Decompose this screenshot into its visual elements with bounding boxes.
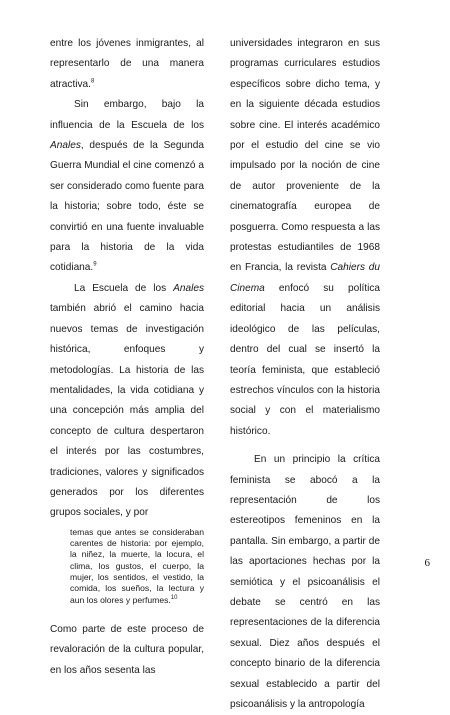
paragraph-text: Como parte de este proceso de revaloración de la cultura popular, en los años sesenta las [50,623,204,676]
page-number: 6 [424,557,430,569]
right-column [230,34,380,715]
paragraph-text: La Escuela de los [74,282,174,294]
paragraph [50,34,204,95]
footnote-ref: 10 [170,594,178,601]
paragraph [50,95,204,279]
italic-term: Anales [50,140,81,152]
paragraph-text: entre los jóvenes inmigrantes, al representarlo de una manera atractiva. [50,38,204,90]
quote-text: temas que antes se consideraban carentes de historia: por ejemplo, la niñez, la muerte, la locura, el clima, los gustos, el cuerpo, la mujer, los sentidos, el vestido, la comida, los sueños, la lectura y aun los olores y perfumes. [70,526,204,605]
footnote-ref: 9 [93,262,97,269]
left-column [50,34,204,681]
footnote-ref: 8 [90,78,95,85]
block-quote [70,527,204,606]
paragraph [230,450,380,715]
paragraph [50,279,204,524]
paragraph [50,620,204,681]
italic-title: Cahiers du Cinema [230,262,380,294]
paragraph-text: , después de la Segunda Guerra Mundial el cine comenzó a ser considerado como fuente para la historia; sobre todo, éste se convirtió en una fuente invaluable para la historia de la vida cotidiana. [50,140,204,274]
paragraph-text: universidades integraron en sus programas curriculares estudios específicos sobre dicho tema, y en la siguiente década estudios sobre cine. El interés académico por el estudio del cine se vio impulsado por la noción de cine de autor proveniente de la cinematografía europea de posguerra. Como respuesta a las protestas estudiantiles de 1968 en Francia, la revista [230,38,380,274]
paragraph [230,34,380,442]
paragraph-text: enfocó su política editorial hacia un análisis ideológico de las películas, dentro del cual se insertó la teoría feminista, que estableció estrechos vínculos con la historia social y con el materialismo histórico. [230,282,380,437]
italic-term: Anales [173,282,204,294]
paragraph-text: En un principio la crítica feminista se abocó a la representación de los estereotipos femeninos en la pantalla. Sin embargo, a partir de las aportaciones hechas por la semiótica y el psicoanálisis el debate se centró en las representaciones de la diferencia sexual. Diez años después el concepto binario de la diferencia sexual establecido a partir del psicoanálisis y la antropología [230,454,380,710]
paragraph-text: Sin embargo, bajo la influencia de la Escuela de los [50,99,204,131]
paragraph-text: también abrió el camino hacia nuevos temas de investigación histórica, enfoques y metodologías. La historia de las mentalidades, la vida cotidiana y una concepción más amplia del concepto de cultura despertaron el interés por las costumbres, tradiciones, valores y significados generados por los diferentes grupos sociales, y por [50,303,204,519]
